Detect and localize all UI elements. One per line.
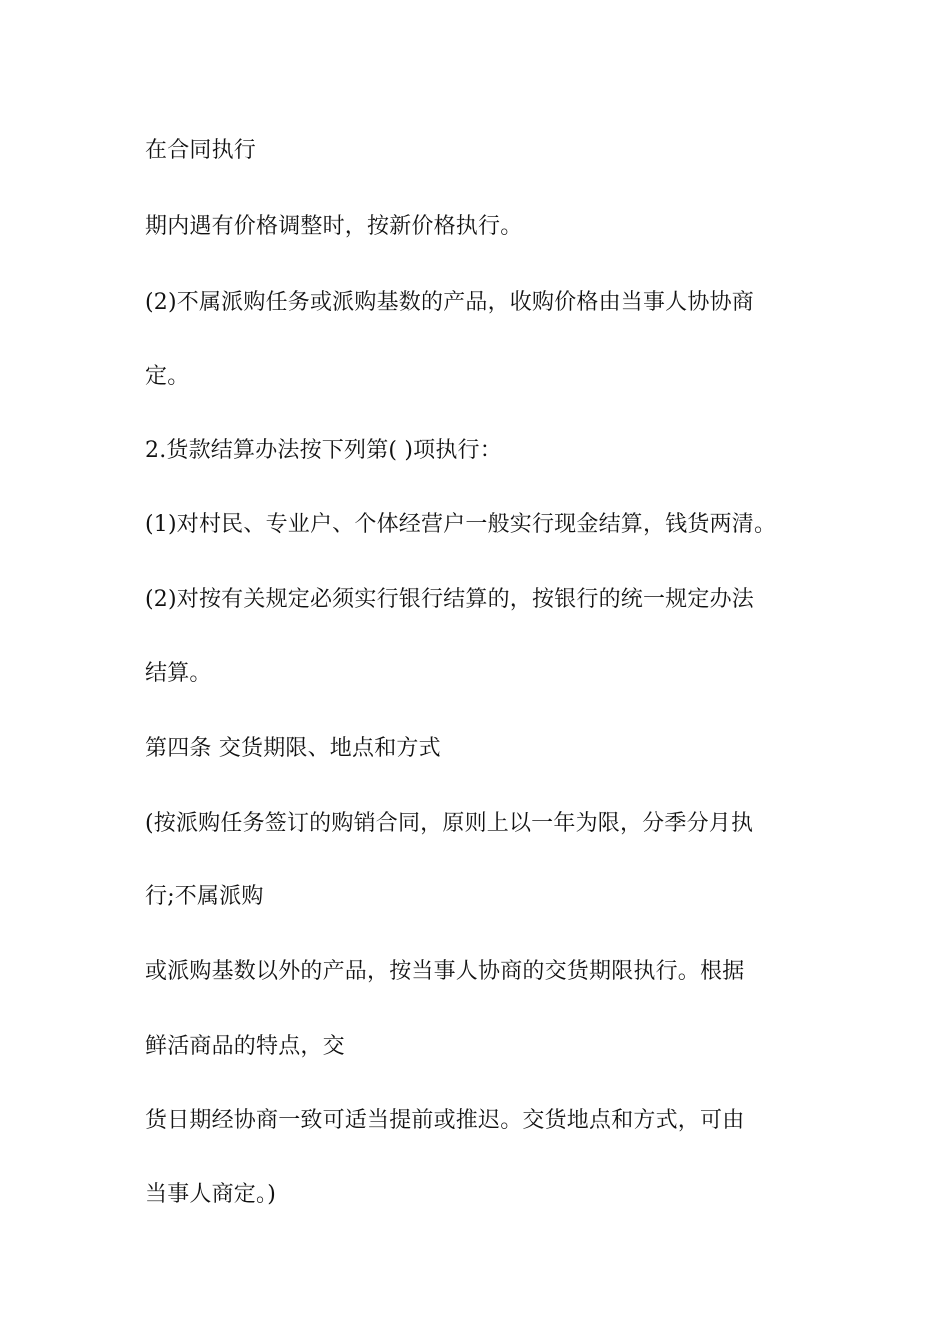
section-heading: 第四条 交货期限、地点和方式 — [145, 736, 441, 761]
text-line: 行;不属派购 — [145, 884, 264, 909]
text-line: (按派购任务签订的购销合同，原则上以一年为限，分季分月执 — [145, 811, 754, 836]
text-line: 当事人商定。) — [145, 1182, 276, 1207]
text-line: (2)对按有关规定必须实行银行结算的，按银行的统一规定办法 — [145, 587, 754, 612]
text-line: (2)不属派购任务或派购基数的产品，收购价格由当事人协协商 — [145, 290, 754, 315]
text-line: 或派购基数以外的产品，按当事人协商的交货期限执行。根据 — [145, 959, 745, 984]
text-line: 在合同执行 — [145, 138, 257, 163]
text-line: 2.货款结算办法按下列第( )项执行： — [145, 438, 502, 463]
text-line: 期内遇有价格调整时，按新价格执行。 — [145, 214, 523, 239]
text-line: 鲜活商品的特点，交 — [145, 1034, 345, 1059]
text-line: 货日期经协商一致可适当提前或推迟。交货地点和方式，可由 — [145, 1108, 745, 1133]
text-line: 结算。 — [145, 661, 212, 686]
text-line: (1)对村民、专业户、个体经营户一般实行现金结算，钱货两清。 — [145, 512, 777, 537]
text-line: 定。 — [145, 364, 190, 389]
